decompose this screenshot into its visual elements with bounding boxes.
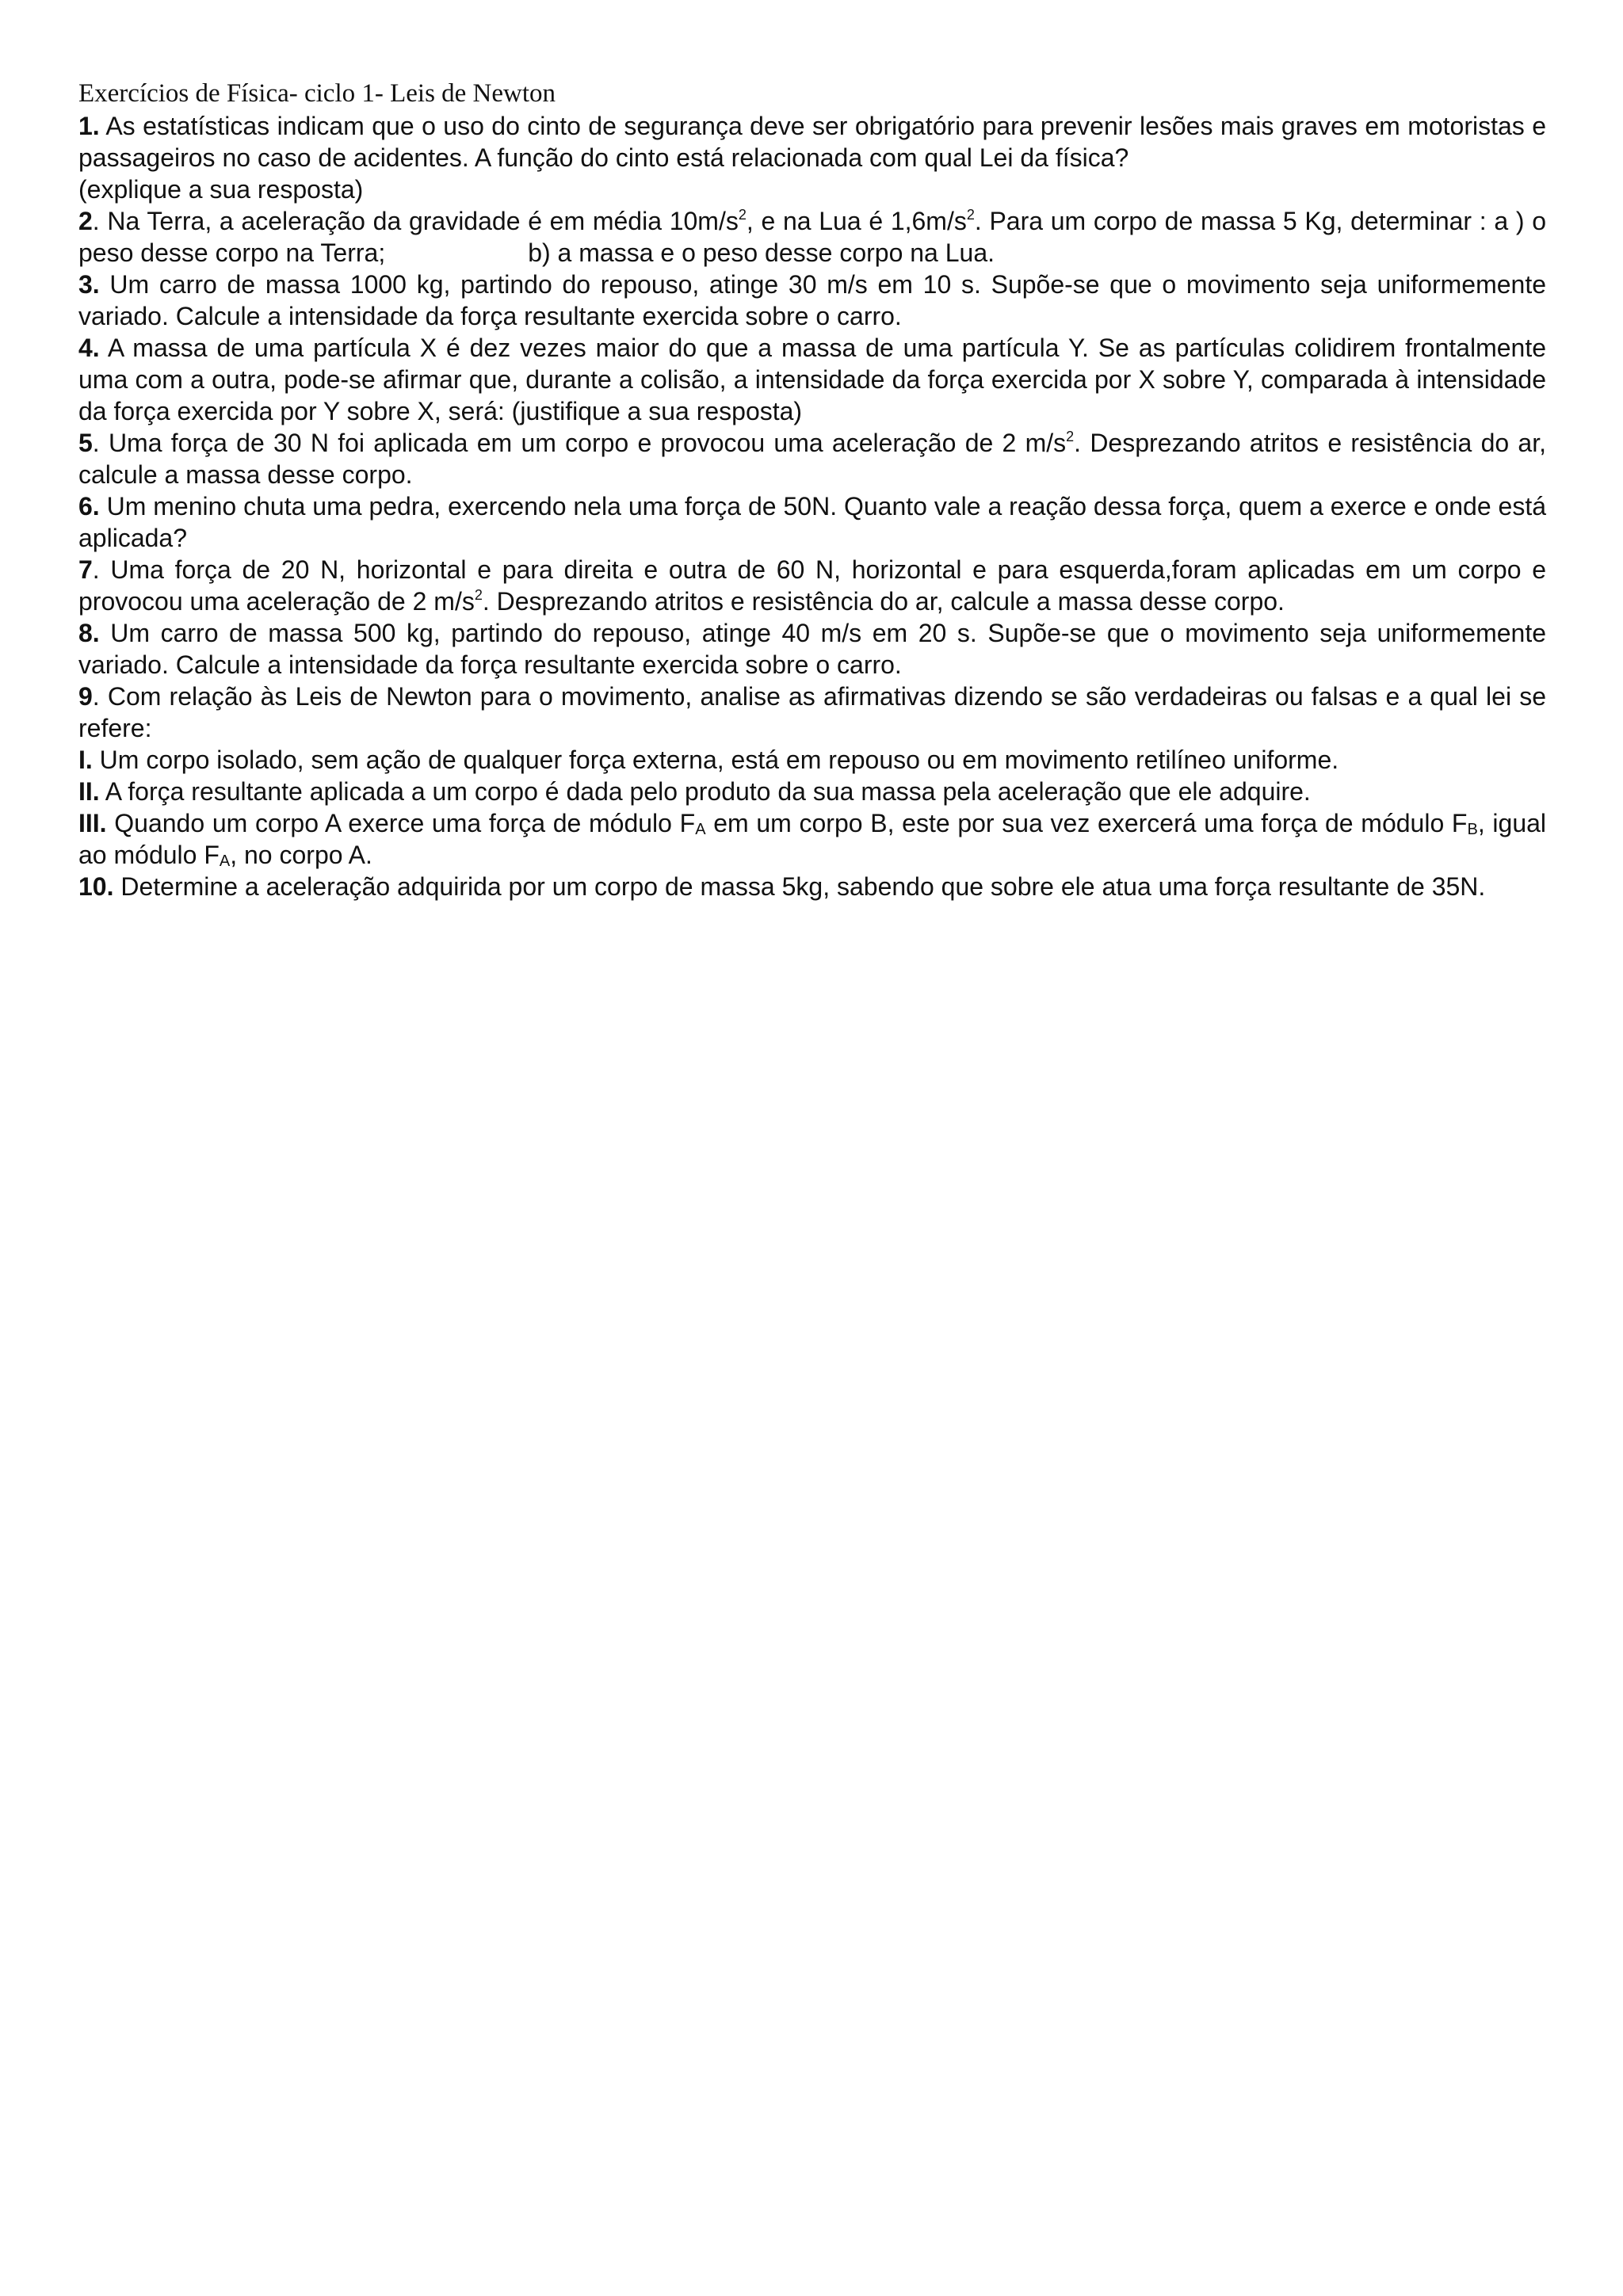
exercise-number: 5 (78, 429, 93, 457)
subscript: A (219, 852, 231, 870)
exercise-7 (78, 554, 1546, 617)
statement-text: em um corpo B, este por sua vez exercerá uma força de módulo F (705, 809, 1468, 837)
exercise-number: 3. (78, 270, 100, 299)
statement-2 (78, 776, 1546, 807)
exercise-1-note: (explique a sua resposta) (78, 175, 364, 204)
exercise-2 (78, 205, 1546, 269)
superscript: 2 (474, 587, 483, 603)
exercise-10 (78, 871, 1546, 902)
superscript: 2 (738, 207, 747, 223)
exercise-text: , e na Lua é 1,6m/s (746, 207, 967, 235)
statement-number: III. (78, 809, 107, 837)
exercise-8 (78, 617, 1546, 681)
exercise-text: . Uma força de 20 N, horizontal e para direita e outra de 60 N, horizontal e para esquerda,foram aplicadas em um corpo e provocou uma aceleração de 2 m/s (78, 555, 1546, 616)
exercise-text: Um carro de massa 1000 kg, partindo do repouso, atinge 30 m/s em 10 s. Supõe-se que o movimento seja uniformemente variado. Calcule a intensidade da força resultante exercida sobre o carro. (78, 270, 1546, 330)
statement-text: , no corpo A. (230, 841, 372, 869)
exercise-text: Determine a aceleração adquirida por um corpo de massa 5kg, sabendo que sobre ele atua uma força resultante de 35N. (113, 872, 1486, 901)
subscript: A (695, 821, 706, 838)
statement-text: , igual ao módulo F (78, 809, 1547, 869)
exercise-number: 7 (78, 555, 93, 584)
exercise-3 (78, 269, 1546, 332)
exercise-text: A massa de uma partícula X é dez vezes maior do que a massa de uma partícula Y. Se as partículas colidirem frontalmente uma com a outra, pode-se afirmar que, durante a colisão, a intensidade da força exercida por X sobre Y, comparada à intensidade da força exercida por Y sobre X, será: (justifique a sua resposta) (78, 334, 1546, 425)
exercise-number: 2 (78, 207, 93, 235)
exercise-list (78, 110, 1546, 902)
exercise-text: b) a massa e o peso desse corpo na Lua. (528, 238, 995, 267)
exercise-number: 8. (78, 619, 100, 647)
exercise-5 (78, 427, 1546, 490)
subscript: B (1467, 821, 1478, 838)
document-title: Exercícios de Física- ciclo 1- Leis de Newton (78, 79, 556, 108)
statement-1 (78, 744, 1546, 776)
statement-number: I. (78, 746, 93, 774)
exercise-text: . Para um corpo de massa 5 Kg, determinar : a ) o peso desse corpo na Terra; (78, 207, 1547, 267)
exercise-text: . Uma força de 30 N foi aplicada em um corpo e provocou uma aceleração de 2 m/s (92, 429, 1067, 457)
exercise-number: 1. (78, 112, 100, 140)
superscript: 2 (1066, 429, 1075, 444)
exercise-text: Um carro de massa 500 kg, partindo do repouso, atinge 40 m/s em 20 s. Supõe-se que o movimento seja uniformemente variado. Calcule a intensidade da força resultante exercida sobre o carro. (78, 619, 1546, 679)
exercise-number: 4. (78, 334, 100, 362)
exercise-1 (78, 110, 1546, 174)
statement-3 (78, 807, 1546, 871)
statement-text: A força resultante aplicada a um corpo é dada pelo produto da sua massa pela aceleração que ele adquire. (99, 777, 1311, 806)
superscript: 2 (966, 207, 975, 223)
document-content (78, 78, 1546, 902)
exercise-text: . Desprezando atritos e resistência do ar, calcule a massa desse corpo. (78, 429, 1547, 489)
exercise-text: As estatísticas indicam que o uso do cinto de segurança deve ser obrigatório para prevenir lesões mais graves em motoristas e passageiros no caso de acidentes. A função do cinto está relacionada com qual Lei da física? (78, 112, 1546, 172)
exercise-text: . Na Terra, a aceleração da gravidade é em média 10m/s (92, 207, 739, 235)
exercise-9 (78, 681, 1546, 744)
exercise-text: Um menino chuta uma pedra, exercendo nela uma força de 50N. Quanto vale a reação dessa força, quem a exerce e onde está aplicada? (78, 492, 1546, 552)
exercise-number: 10. (78, 872, 114, 901)
exercise-4 (78, 332, 1546, 427)
exercise-number: 9 (78, 682, 93, 711)
exercise-text: . Com relação às Leis de Newton para o movimento, analise as afirmativas dizendo se são verdadeiras ou falsas e a qual lei se refere: (78, 682, 1546, 742)
statement-number: II. (78, 777, 100, 806)
statement-text: Um corpo isolado, sem ação de qualquer força externa, está em repouso ou em movimento retilíneo uniforme. (92, 746, 1339, 774)
exercise-text: . Desprezando atritos e resistência do ar, calcule a massa desse corpo. (482, 587, 1285, 616)
exercise-number: 6. (78, 492, 100, 521)
exercise-6 (78, 490, 1546, 554)
statement-text: Quando um corpo A exerce uma força de módulo F (106, 809, 696, 837)
